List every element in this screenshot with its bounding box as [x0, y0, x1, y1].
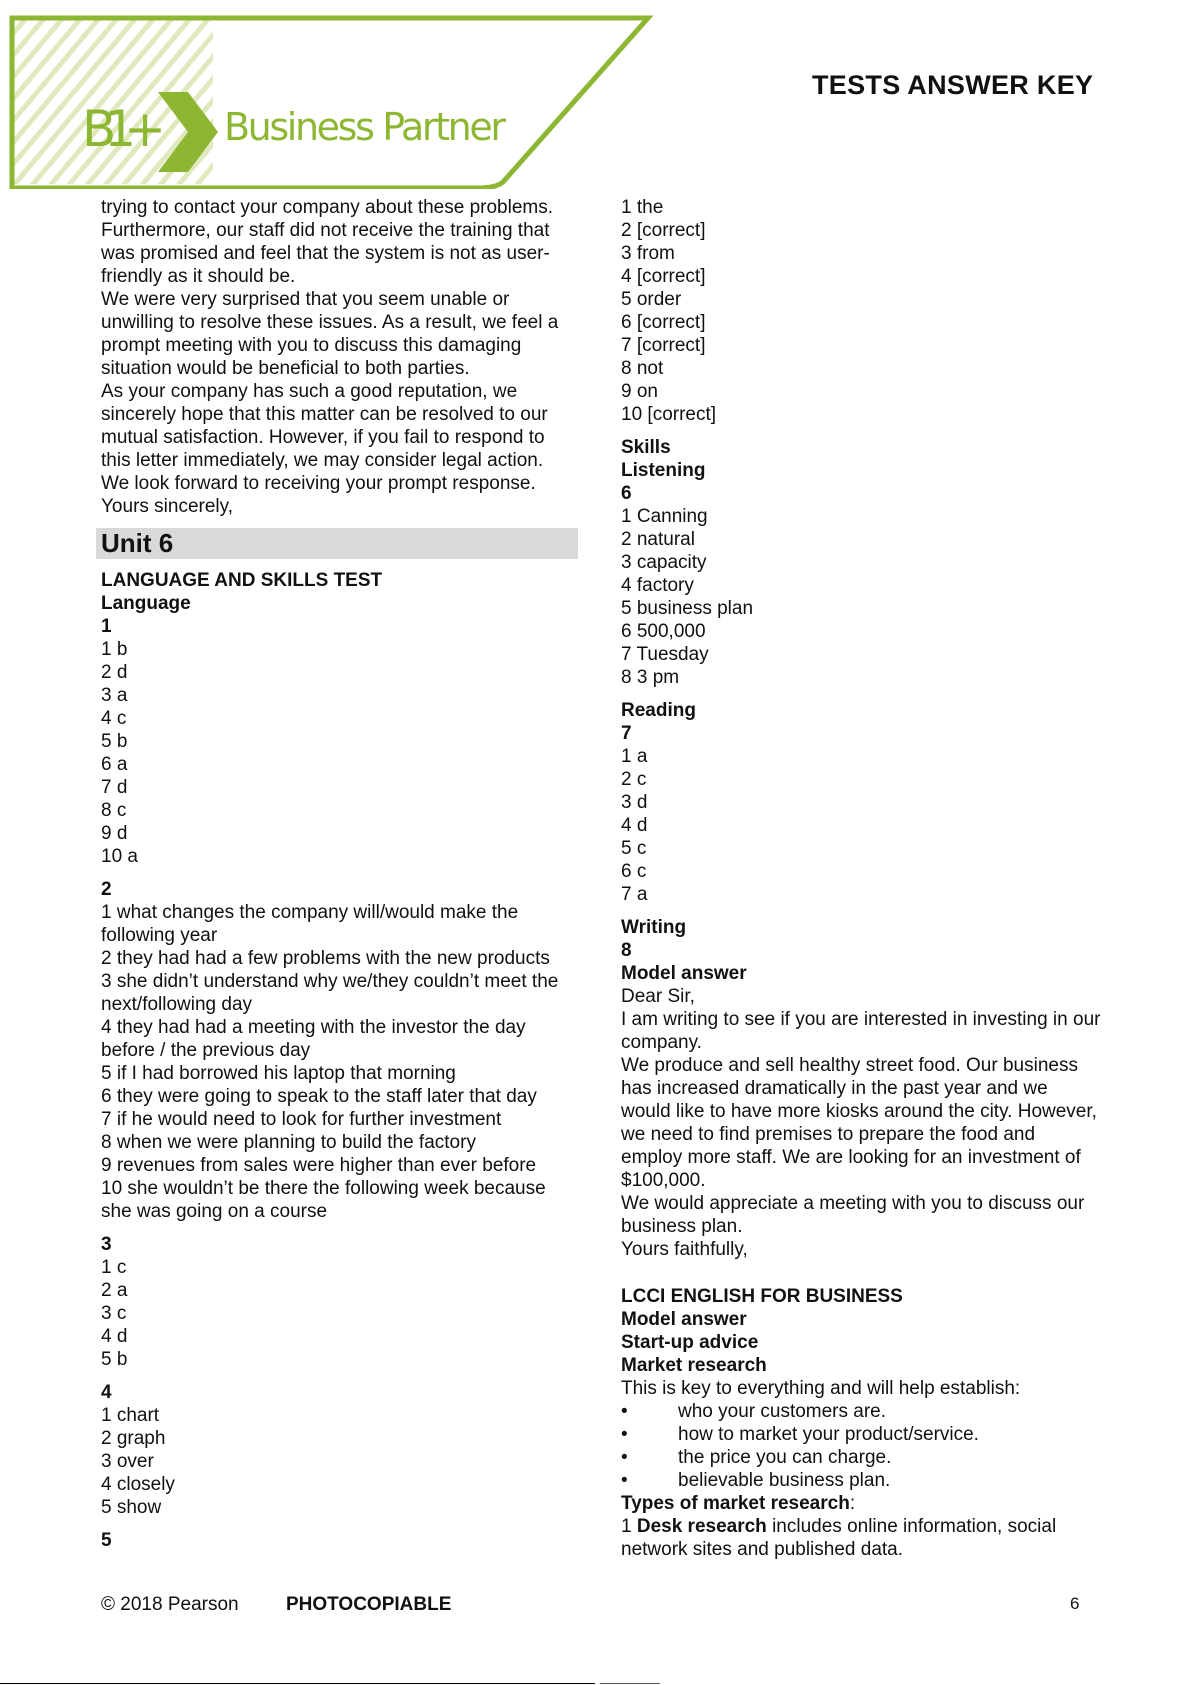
bullet-item — [621, 1446, 1101, 1469]
exercise-number: 2 — [101, 879, 112, 900]
bullet-text: the price you can charge. — [678, 1447, 892, 1468]
lcci-title: LCCI ENGLISH FOR BUSINESS — [621, 1286, 903, 1307]
list-item: 6 they were going to speak to the staff later that day — [101, 1086, 537, 1107]
bullet-item — [621, 1423, 1101, 1446]
letter-paragraph: We were very surprised that you seem unable or unwilling to resolve these issues. As a result, we feel a prompt meeting with you to discuss this damaging situation would be beneficial to both parties. — [101, 289, 559, 379]
answer-list — [621, 745, 1101, 906]
letter-closing: Yours sincerely, — [101, 496, 234, 517]
list-item: 5 b — [101, 731, 128, 752]
list-item: 7 if he would need to look for further investment — [101, 1109, 502, 1130]
section-heading: Language — [101, 593, 191, 614]
list-item: We would appreciate a meeting with you to discuss our business plan. — [621, 1193, 1085, 1237]
svg-text:Business Partner: Business Partner — [224, 105, 506, 149]
copyright: © 2018 Pearson — [101, 1594, 239, 1615]
lcci-subtitle: Start-up advice — [621, 1332, 759, 1353]
bullet-list — [621, 1400, 1101, 1492]
exercise-number: 8 — [621, 940, 632, 961]
list-item: 2 [correct] — [621, 220, 706, 241]
lcci-heading: Market research — [621, 1355, 767, 1376]
list-item: 10 [correct] — [621, 404, 717, 425]
list-item: 3 over — [101, 1451, 154, 1472]
letter-paragraph: trying to contact your company about these problems. Furthermore, our staff did not receive the training that was promised and feel that the system is not as user-friendly as it should be. — [101, 197, 554, 287]
exercise-number: 6 — [621, 483, 632, 504]
list-item: 8 c — [101, 800, 127, 821]
list-item: Yours faithfully, — [621, 1239, 748, 1260]
list-item: 4 they had had a meeting with the investor the day before / the previous day — [101, 1017, 526, 1061]
answer-list — [101, 1404, 579, 1519]
list-item: 6 a — [101, 754, 128, 775]
bullet-icon: • — [621, 1470, 628, 1491]
list-item: 5 c — [621, 838, 647, 859]
types-heading-label: Types of market research — [621, 1493, 850, 1514]
list-item: 7 [correct] — [621, 335, 706, 356]
list-item: 8 when we were planning to build the factory — [101, 1132, 476, 1153]
desk-research-rest: includes online information, social network sites and published data. — [621, 1516, 1057, 1560]
letter-paragraph: As your company has such a good reputation, we sincerely hope that this matter can be resolved to our mutual satisfaction. However, if you fail to respond to this letter immediately, we may consider legal action. — [101, 381, 548, 471]
list-item: 6 500,000 — [621, 621, 706, 642]
list-item: 2 they had had a few problems with the new products — [101, 948, 550, 969]
business-partner-logo — [8, 14, 658, 189]
divider — [600, 1683, 660, 1684]
list-item: I am writing to see if you are interested in investing in our company. — [621, 1009, 1101, 1053]
list-item: 2 d — [101, 662, 128, 683]
list-item: 1 Canning — [621, 506, 708, 527]
page-number: 6 — [1070, 1594, 1080, 1613]
list-item: 3 d — [621, 792, 648, 813]
list-item: 5 b — [101, 1349, 128, 1370]
list-item: 3 a — [101, 685, 128, 706]
photocopiable-label: PHOTOCOPIABLE — [286, 1594, 452, 1615]
list-item: 2 a — [101, 1280, 128, 1301]
list-item: 10 a — [101, 846, 138, 867]
bullet-text: who your customers are. — [678, 1401, 887, 1422]
svg-text:B1+: B1+ — [82, 100, 166, 158]
exercise-number: 4 — [101, 1382, 112, 1403]
bullet-text: believable business plan. — [678, 1470, 891, 1491]
model-answer-text — [621, 985, 1101, 1261]
types-heading — [621, 1492, 1101, 1515]
section-heading: Listening — [621, 460, 706, 481]
list-item: 1 chart — [101, 1405, 160, 1426]
unit-heading: Unit 6 — [96, 528, 578, 559]
list-item: 7 a — [621, 884, 648, 905]
desk-research-text — [621, 1515, 1101, 1561]
section-heading: Reading — [621, 700, 696, 721]
list-item: 8 not — [621, 358, 664, 379]
list-item: 7 Tuesday — [621, 644, 709, 665]
list-item: 9 revenues from sales were higher than ever before — [101, 1155, 537, 1176]
section-heading: Writing — [621, 917, 687, 938]
desk-number: 1 — [621, 1516, 637, 1537]
list-item: 4 [correct] — [621, 266, 706, 287]
list-item: 9 d — [101, 823, 128, 844]
list-item: 4 closely — [101, 1474, 175, 1495]
types-heading-colon: : — [849, 1493, 856, 1514]
list-item: 10 she wouldn’t be there the following week because she was going on a course — [101, 1178, 546, 1222]
list-item: 5 business plan — [621, 598, 754, 619]
model-answer-heading: Model answer — [621, 963, 747, 984]
list-item: 6 c — [621, 861, 647, 882]
exercise-number: 3 — [101, 1234, 112, 1255]
bullet-icon: • — [621, 1424, 628, 1445]
list-item: Dear Sir, — [621, 986, 695, 1007]
desk-research-label: Desk research — [636, 1516, 767, 1537]
page-title: TESTS ANSWER KEY — [812, 70, 1094, 100]
list-item: 6 [correct] — [621, 312, 706, 333]
bullet-item — [621, 1400, 1101, 1423]
exercise-number: 7 — [621, 723, 632, 744]
answer-list — [621, 505, 1101, 689]
answer-list — [101, 1256, 579, 1371]
list-item: 8 3 pm — [621, 667, 680, 688]
exercise-number: 1 — [101, 616, 112, 637]
list-item: 3 from — [621, 243, 675, 264]
bullet-text: how to market your product/service. — [678, 1424, 979, 1445]
model-answer-heading: Model answer — [621, 1309, 747, 1330]
list-item: 3 capacity — [621, 552, 707, 573]
divider — [0, 1683, 595, 1684]
list-item: 3 she didn’t understand why we/they couldn’t meet the next/following day — [101, 971, 559, 1015]
list-item: 1 b — [101, 639, 128, 660]
list-item: 5 if I had borrowed his laptop that morning — [101, 1063, 456, 1084]
bullet-item — [621, 1469, 1101, 1492]
list-item: 2 natural — [621, 529, 695, 550]
list-item: 9 on — [621, 381, 658, 402]
answer-list — [101, 901, 579, 1223]
list-item: 5 show — [101, 1497, 162, 1518]
bullet-icon: • — [621, 1447, 628, 1468]
list-item: 1 a — [621, 746, 648, 767]
list-item: 3 c — [101, 1303, 127, 1324]
letter-paragraph: We look forward to receiving your prompt response. — [101, 473, 536, 494]
list-item: 2 c — [621, 769, 647, 790]
section-heading: Skills — [621, 437, 671, 458]
lcci-intro: This is key to everything and will help establish: — [621, 1378, 1021, 1399]
list-item: 4 c — [101, 708, 127, 729]
exercise-number: 5 — [101, 1530, 112, 1551]
answer-list — [101, 638, 579, 868]
list-item: 1 the — [621, 197, 664, 218]
list-item: We produce and sell healthy street food. Our business has increased dramatically in the past year and we would like to have more kiosks around the city. However, we need to find premises to prepare the food and employ more staff. We are looking for an investment of $100,000. — [621, 1055, 1097, 1191]
answer-list — [621, 196, 1101, 426]
test-title: LANGUAGE AND SKILLS TEST — [101, 570, 383, 591]
list-item: 2 graph — [101, 1428, 166, 1449]
list-item: 4 d — [621, 815, 648, 836]
right-column — [621, 196, 1101, 1561]
list-item: 4 d — [101, 1326, 128, 1347]
left-column — [101, 196, 579, 1552]
list-item: 1 what changes the company will/would make the following year — [101, 902, 519, 946]
list-item: 4 factory — [621, 575, 694, 596]
list-item: 5 order — [621, 289, 682, 310]
list-item: 1 c — [101, 1257, 127, 1278]
bullet-icon: • — [621, 1401, 628, 1422]
list-item: 7 d — [101, 777, 128, 798]
